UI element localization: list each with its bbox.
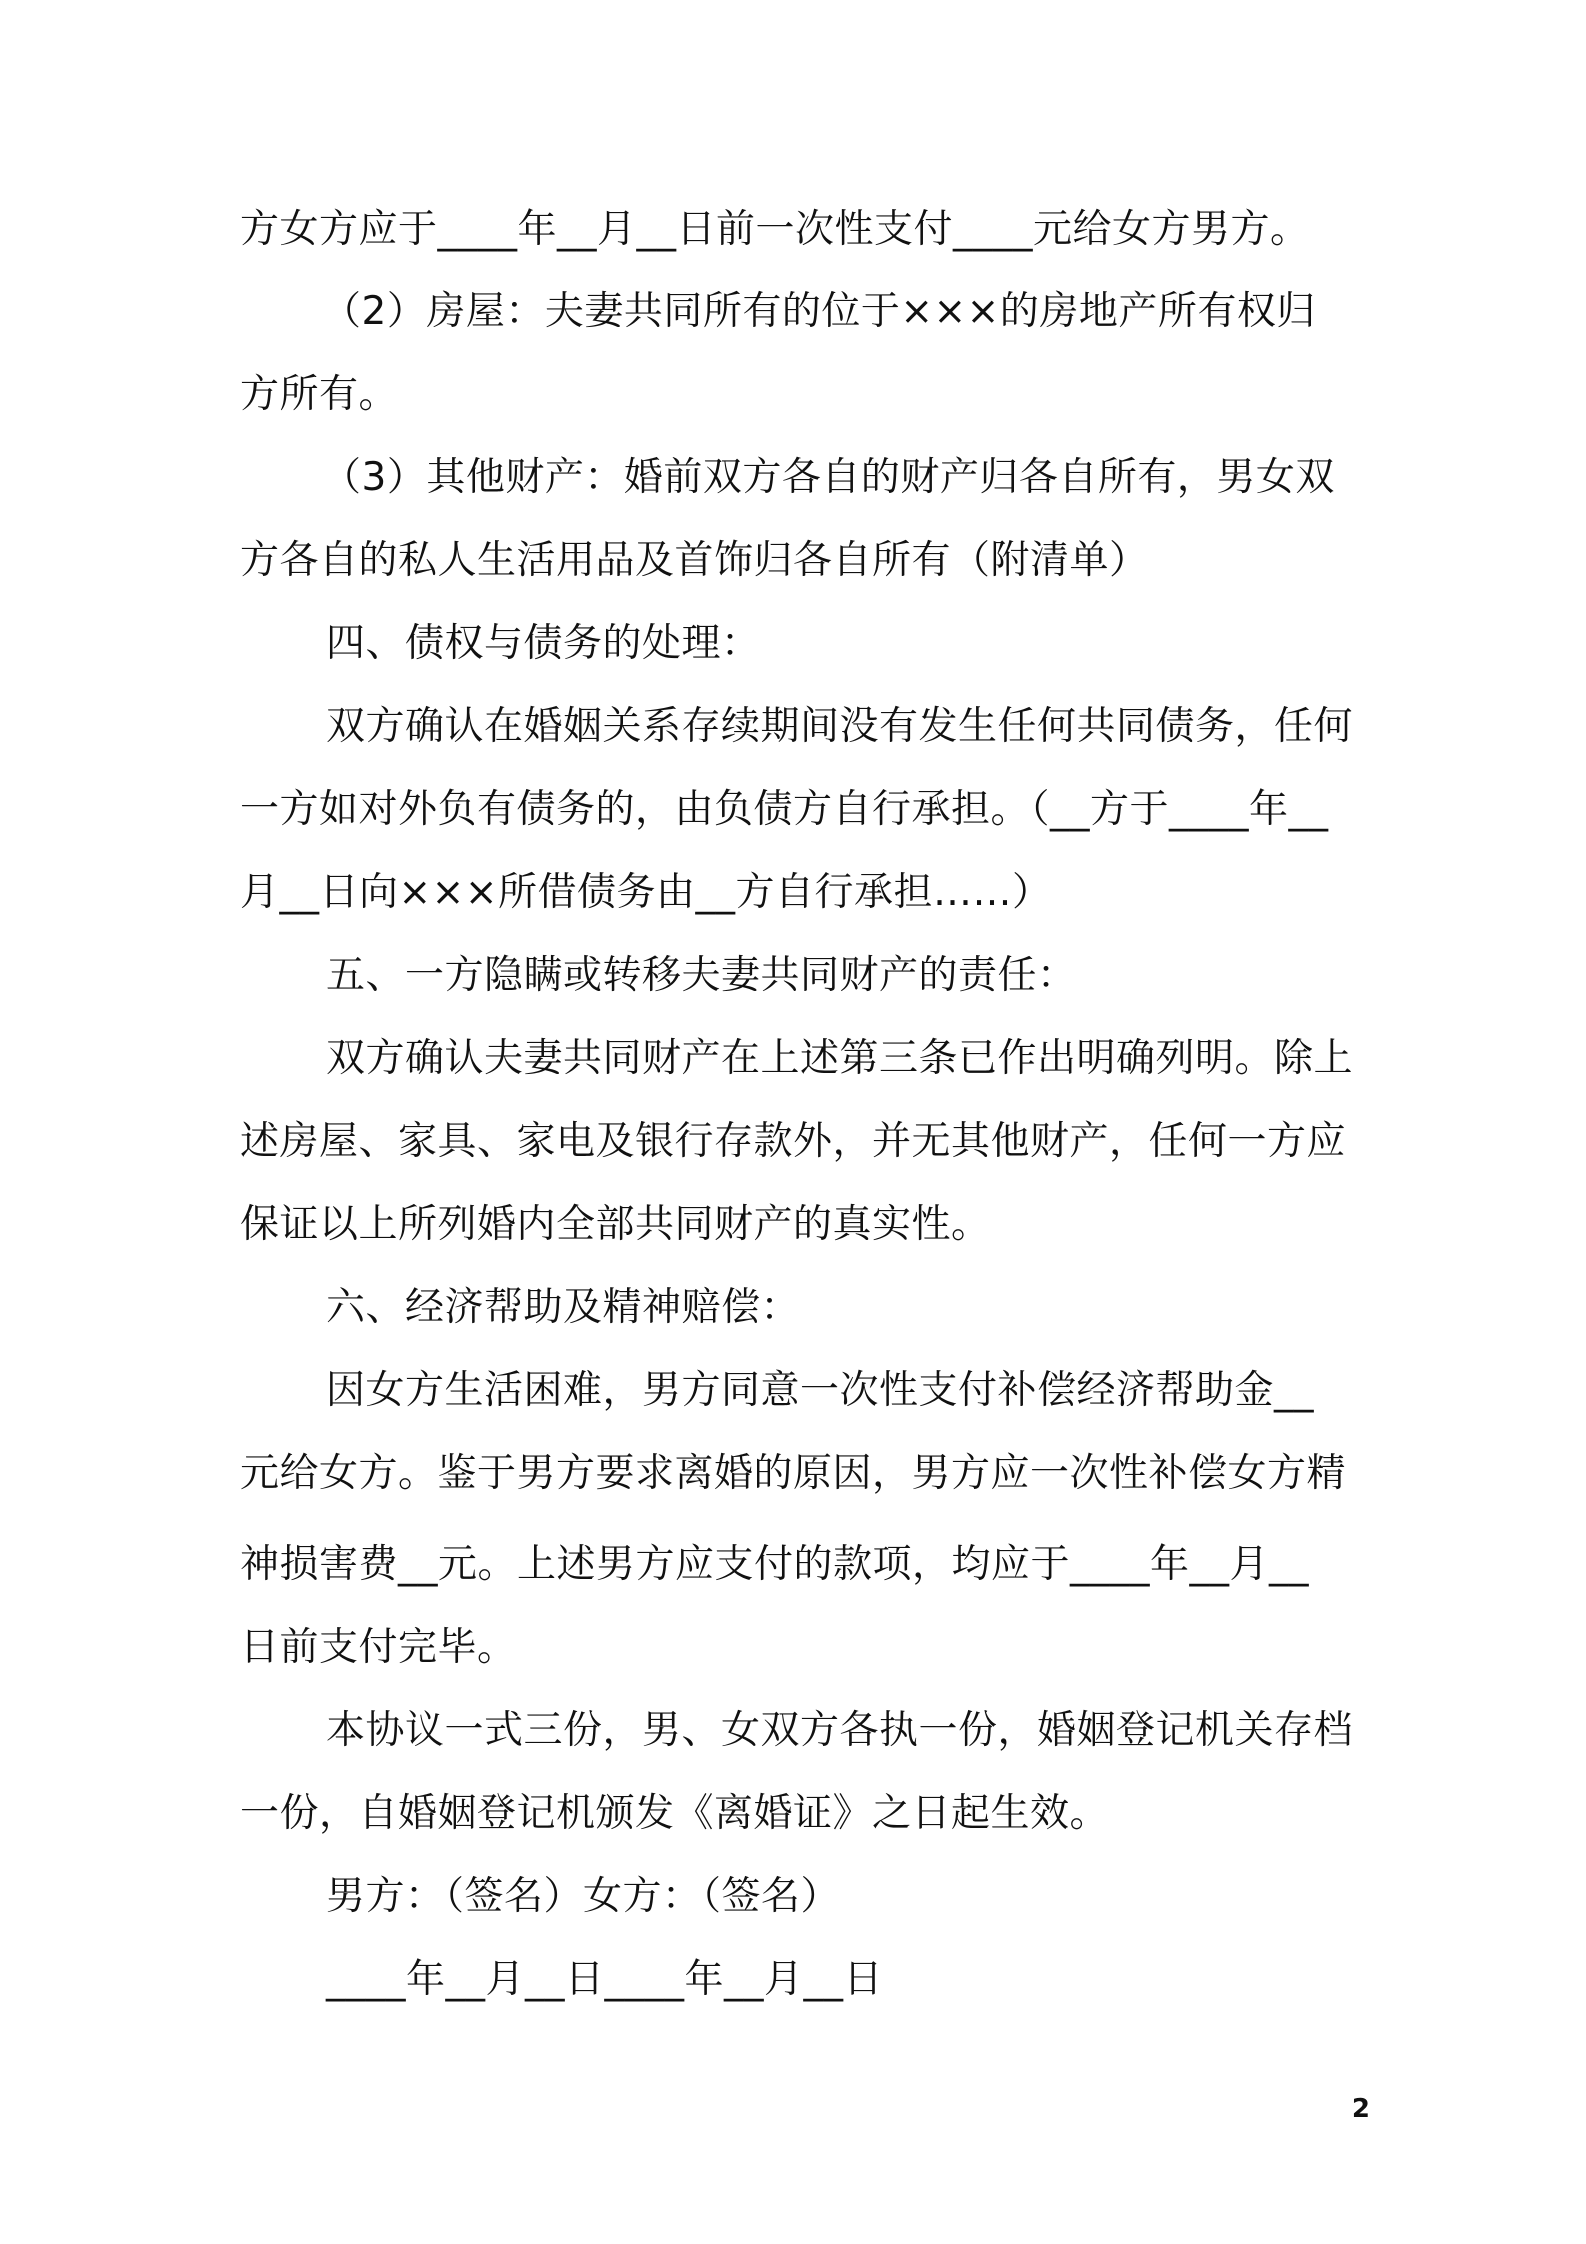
text-line: 一方如对外负有债务的，由负债方自行承担。（__方于____年__ <box>240 787 1329 832</box>
text-line: （2）房屋：夫妻共同所有的位于×××的房地产所有权归 <box>322 289 1316 334</box>
text-line: （3）其他财产：婚前双方各自的财产归各自所有，男女双 <box>322 455 1335 500</box>
text-line: 保证以上所列婚内全部共同财产的真实性。 <box>240 1202 991 1247</box>
text-line: 神损害费__元。上述男方应支付的款项，均应于____年__月__ <box>240 1542 1310 1587</box>
text-line: 方女方应于____年__月__日前一次性支付____元给女方男方。 <box>240 207 1310 252</box>
section-heading: 五、一方隐瞒或转移夫妻共同财产的责任： <box>326 953 1077 998</box>
text-line: 日前支付完毕。 <box>240 1625 517 1670</box>
text-line: 元给女方。鉴于男方要求离婚的原因，男方应一次性补偿女方精 <box>240 1451 1347 1496</box>
text-line: 双方确认在婚姻关系存续期间没有发生任何共同债务，任何 <box>326 704 1354 749</box>
page-number: 2 <box>1351 2094 1370 2124</box>
date-line: ____年__月__日____年__月__日 <box>326 1957 884 2002</box>
text-line: 双方确认夫妻共同财产在上述第三条已作出明确列明。除上 <box>326 1036 1354 1081</box>
text-line: 一份，自婚姻登记机颁发《离婚证》之日起生效。 <box>240 1791 1110 1836</box>
section-heading: 六、经济帮助及精神赔偿： <box>326 1285 801 1330</box>
text-line: 方所有。 <box>240 372 399 417</box>
section-heading: 四、债权与债务的处理： <box>326 621 761 666</box>
signature-line: 男方：（签名）女方：（签名） <box>326 1874 841 1919</box>
text-line: 月__日向×××所借债务由__方自行承担……） <box>240 870 1052 915</box>
text-line: 方各自的私人生活用品及首饰归各自所有（附清单） <box>240 538 1149 583</box>
text-line: 因女方生活困难，男方同意一次性支付补偿经济帮助金__ <box>326 1368 1315 1413</box>
text-line: 本协议一式三份，男、女双方各执一份，婚姻登记机关存档 <box>326 1708 1354 1753</box>
text-line: 述房屋、家具、家电及银行存款外，并无其他财产，任何一方应 <box>240 1119 1347 1164</box>
